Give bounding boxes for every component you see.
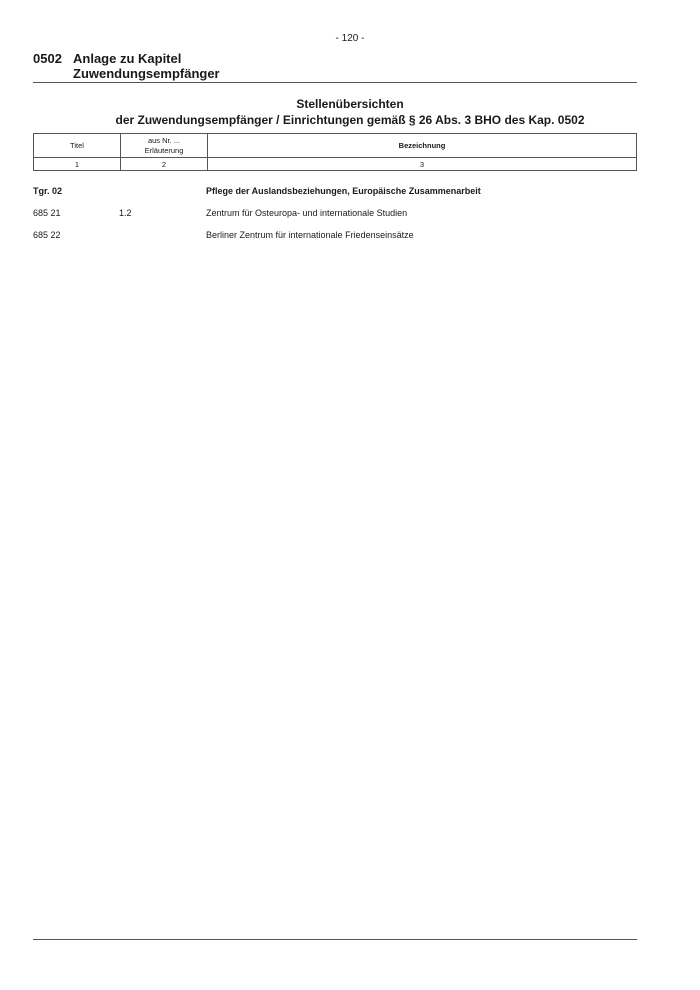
chapter-number: 0502 [33,51,62,66]
chapter-header [33,51,637,81]
column-header-erlaeuterung-line1: aus Nr. ... [147,135,181,145]
entry-titel: Tgr. 02 [33,186,63,196]
chapter-title-line1: Anlage zu Kapitel [73,51,182,66]
column-number-2: 2 [121,158,208,171]
group-row [33,186,637,208]
column-header-table [33,133,637,171]
entry-bezeichnung: Berliner Zentrum für internationale Friedenseinsätze [206,230,414,240]
column-header-titel: Titel [34,134,121,158]
list-item [33,208,637,230]
document-title-line1: Stellenübersichten [296,97,404,111]
column-number-row [34,158,637,171]
column-header-bezeichnung: Bezeichnung [208,134,637,158]
list-item [33,230,637,252]
column-header-erlaeuterung-line2: Erläuterung [144,145,184,155]
document-title [0,96,700,128]
column-number-1: 1 [34,158,121,171]
entry-titel: 685 22 [33,230,61,240]
footer-divider [33,939,637,940]
page-number: - 120 - [335,33,365,44]
header-divider [33,82,637,83]
column-header-row [34,134,637,158]
chapter-title-line2: Zuwendungsempfänger [73,66,220,81]
entry-bezeichnung: Zentrum für Osteuropa- und internationale Studien [206,208,408,218]
column-header-erlaeuterung [121,134,208,158]
entry-bezeichnung: Pflege der Auslandsbeziehungen, Europäische Zusammenarbeit [206,186,481,196]
document-title-line2: der Zuwendungsempfänger / Einrichtungen gemäß § 26 Abs. 3 BHO des Kap. 0502 [115,113,585,127]
entry-erlaeuterung: 1.2 [119,208,132,218]
entry-titel: 685 21 [33,208,61,218]
column-number-3: 3 [208,158,637,171]
entry-list [33,186,637,252]
